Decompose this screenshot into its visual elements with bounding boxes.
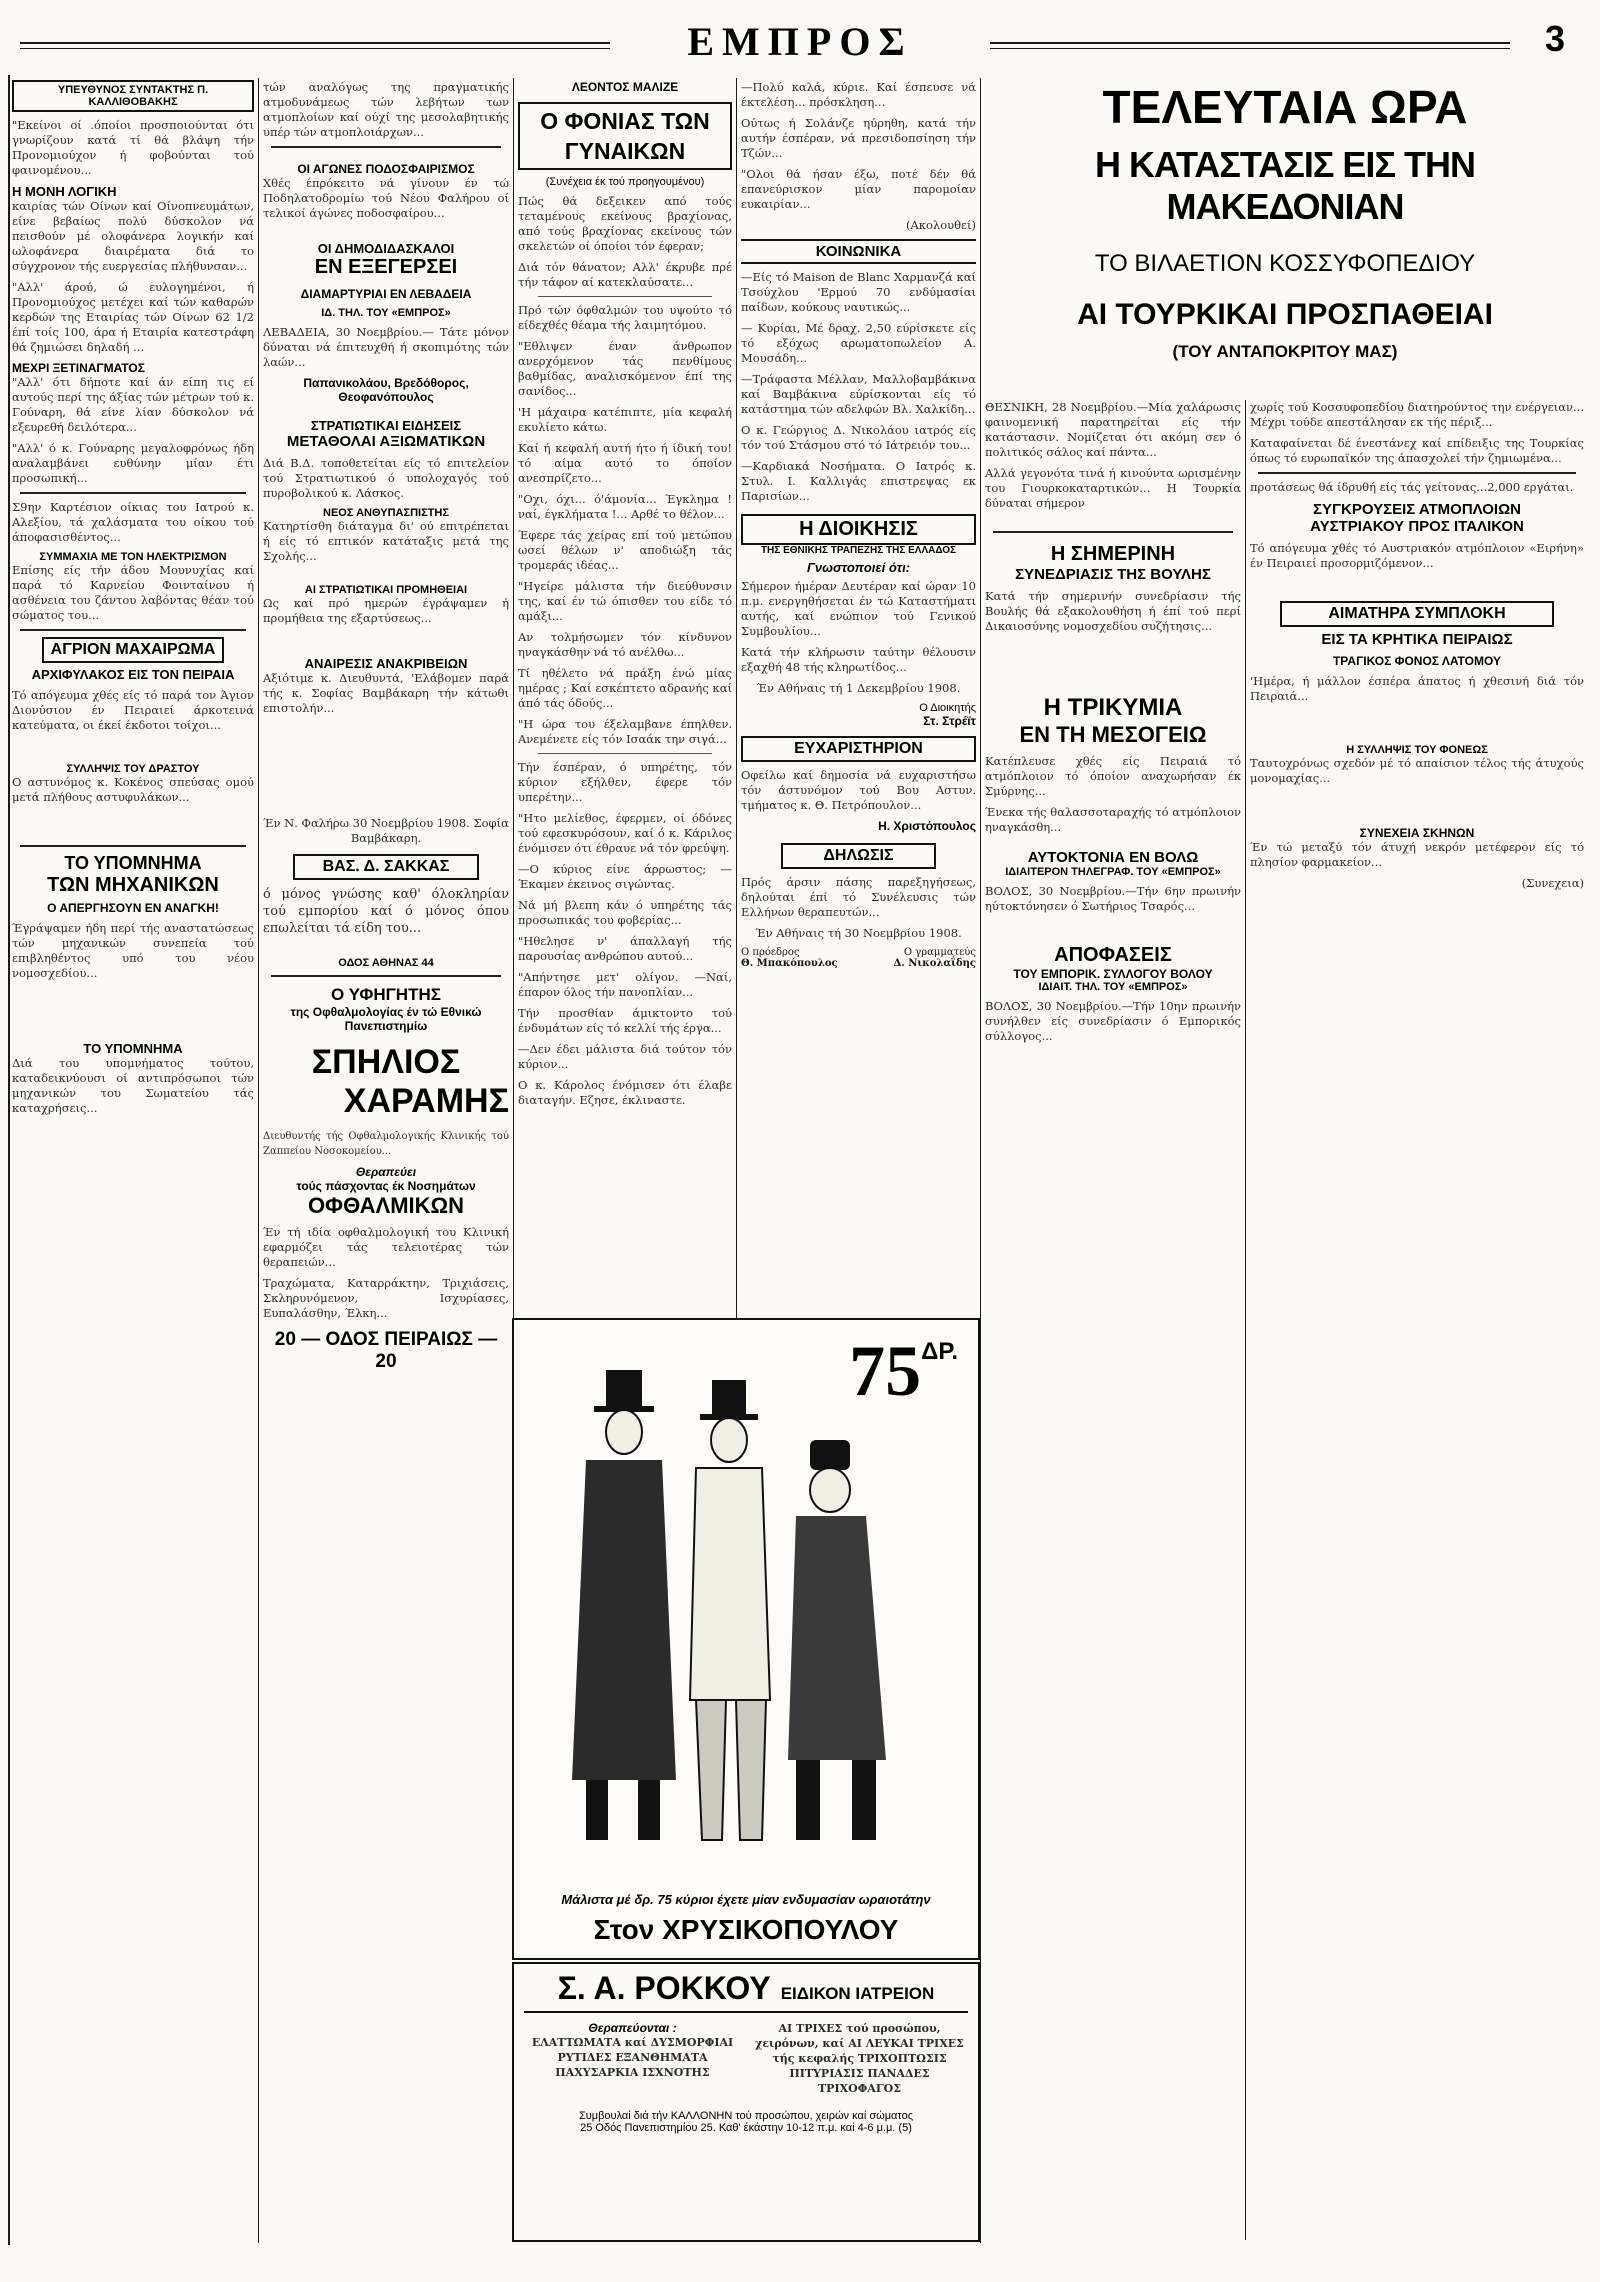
section-subheading: ΙΔΙΑΙΤΕΡΟΝ ΤΗΛΕΓΡΑΦ. ΤΟΥ «ΕΜΠΡΟΣ»	[1005, 866, 1221, 878]
article-text: Διά τόν θάνατον; Αλλ' έκρυβε πρέ τήν τάφον αί κατεκλαύσατε...	[518, 260, 732, 289]
article-text: —Τράφαστα Μέλλαν, Μαλλοβαμβάκινα καί Βαμβάκινα εύρίσκονται είς τό κατάστημα τών αδελφών Βλ. Χαλκίδη...	[741, 372, 976, 416]
subheading: ΣΥΜΜΑΧΙΑ ΜΕ ΤΟΝ ΗΛΕΚΤΡΙΣΜΟΝ	[39, 551, 227, 563]
section-heading: ΚΟΙΝΩΝΙΚΑ	[741, 239, 976, 264]
article-text: Καί ή κεφαλή αυτή ήτο ή ίδική του! τό αίμα αυτό το όποίον ανεσπρίζετο...	[518, 441, 732, 485]
byline: ΙΔ. ΤΗΛ. ΤΟΥ «ΕΜΠΡΟΣ»	[321, 307, 451, 319]
date-signature: Έν Ν. Φαλήρω 30 Νοεμβρίου 1908. Σοφία Βαμβάκαρη.	[263, 816, 509, 845]
continuation: (Ακολουθεί)	[906, 218, 976, 232]
article-text: Έν τώ μεταξύ τόν άτυχή νεκρόν μετέφερον είς τό πλησίον φαρμακείον...	[1250, 840, 1584, 869]
clinic-col-a	[524, 2021, 741, 2102]
article-text: χωρίς τού Κοσσυφοπεδίου διατηρούντος την ενέργειαν... Μέχρι τούδε απεστάλησαν εκ τής πέριξ...	[1250, 400, 1584, 429]
subheading: ΑΓΡΙΟΝ ΜΑΧΑΙΡΩΜΑ	[42, 637, 224, 663]
clinic-subtitle: ΕΙΔΙΚΟΝ ΙΑΤΡΕΙΟΝ	[780, 1984, 935, 2003]
subheading: ΣΤΡΑΤΙΩΤΙΚΑΙ ΕΙΔΗΣΕΙΣ	[310, 418, 462, 433]
section-subheading: ΤΟΥ ΕΜΠΟΡΙΚ. ΣΥΛΛΟΓΟΥ ΒΟΛΟΥ	[1013, 967, 1213, 981]
clinic-columns	[524, 2021, 968, 2102]
section-subheading: ΕΝ ΤΗ ΜΕΣΟΓΕΙΩ	[1019, 722, 1207, 747]
price-unit: ΔΡ.	[921, 1338, 958, 1365]
column-rule	[1245, 400, 1246, 2240]
banner-subheadline: ΑΙ ΤΟΥΡΚΙΚΑΙ ΠΡΟΣΠΑΘΕΙΑΙ	[1077, 298, 1493, 331]
column-rule	[736, 78, 737, 1318]
banner-subheadline: ΤΟ ΒΙΛΑΕΤΙΟΝ ΚΟΣΣΥΦΟΠΕΔΙΟΥ	[1094, 250, 1476, 277]
ad-heading: ΟΦΘΑΛΜΙΚΩΝ	[307, 1193, 465, 1218]
subheading: Ο ΑΠΕΡΓΗΣΟΥΝ ΕΝ ΑΝΑΓΚΗ!	[47, 901, 219, 915]
subheading: ΑΝΑΙΡΕΣΙΣ ΑΝΑΚΡΙΒΕΙΩΝ	[304, 656, 468, 671]
continuation: (Συνεχεια)	[1521, 876, 1584, 890]
article-text: Χθές έπρόκειτο νά γίνουν έν τώ Ποδηλατοδρομίω τού Νέου Φαλήρου οί τελικοί άγώνες ποδοσφαίρου...	[263, 176, 509, 220]
article-text: "Ητο μελίεθος, έφερμεν, οί όδόνες τού εφεσκυρόσουν, καί ό κ. Κάριλος ένόμισεν ότι έθραυε νά τόν φρεύψη.	[518, 811, 732, 855]
clinic-col-b	[751, 2021, 968, 2102]
ad-text: Τραχώματα, Καταρράκτην, Τριχιάσεις, Σκληρυνόμενον, Ισχυρίασες, Ευπαλάσθην, Έλκη...	[263, 1276, 509, 1320]
article-text: Ούτως ή Σολάνζε ηύρηθη, κατά τήν αυτήν έσπέραν, νά πρεσιδοπσίηση τήν Τζών...	[741, 116, 976, 160]
clinic-col-heading: Θεραπεύονται :	[588, 2021, 677, 2035]
clinic-title-row	[524, 1970, 968, 2013]
ad-name: ΣΠΗΛΙΟΣ	[311, 1043, 461, 1081]
subheading: ΑΡΧΙΦΥΛΑΚΟΣ ΕΙΣ ΤΟΝ ΠΕΙΡΑΙΑ	[31, 667, 235, 682]
ad-text: Έν τή ιδία οφθαλμολογική του Κλινική εφαρμόζει τάς τελειοτέρας τών θεραπειών...	[263, 1225, 509, 1269]
price-tag	[849, 1330, 958, 1413]
article-text: "Εκείνοι οί .όποίοι προσποιούνται ότι γνωρίζουν κατά τί θά βλάψη τήν Προνομιούχον ή φοβούνται τού φαινομένου...	[12, 118, 254, 177]
article-text: Ο κ. Κάρολος ένόμισεν ότι έλαβε διαταγήν. Εζησε, έκλιναστε.	[518, 1078, 732, 1107]
clinic-services: ΕΛΑΤΤΩΜΑΤΑ καί ΔΥΣΜΟΡΦΙΑΙ ΡΥΤΙΔΕΣ ΕΞΑΝΘΗΜΑΤΑ ΠΑΧΥΣΑΡΚΙΑ ΙΣΧΝΟΤΗΣ	[531, 2036, 734, 2079]
subtitle: (Συνέχεια έκ τού προηγουμένου)	[545, 176, 705, 188]
subheading: ΝΕΟΣ ΑΝΘΥΠΑΣΠΙΣΤΗΣ	[323, 507, 449, 519]
subheading: ΑΙ ΣΤΡΑΤΙΩΤΙΚΑΙ ΠΡΟΜΗΘΕΙΑΙ	[304, 584, 468, 596]
divider	[993, 531, 1233, 533]
section-subheading: ΣΥΝΕΔΡΙΑΣΙΣ ΤΗΣ ΒΟΥΛΗΣ	[1015, 566, 1211, 583]
article-text: Διά του υπομνήματος τούτου, καταδεικνύουσι οί αντιπρόσωποι τών μηχανικών του Σωματείου τάς καταχρήσεις...	[12, 1056, 254, 1115]
ad-heading: Θεραπεύει	[355, 1165, 417, 1179]
signature-title: Ο Διοικητής	[919, 702, 976, 714]
ad-text: Διευθυντής τής Οφθαλμολογικής Κλινικής τού Ζαππείου Νοσοκομείου...	[263, 1131, 509, 1157]
subheading: ΤΟ ΥΠΟΜΝΗΜΑ	[64, 853, 202, 873]
article-text: Πρός άρσιν πάσης παρεξηγήσεως, δηλούται έπί τό Συνέλευσις τών Ελλήνων θεραπευτών...	[741, 875, 976, 919]
divider	[20, 492, 246, 494]
section-subheading: ΕΙΣ ΤΑ ΚΡΗΤΙΚΑ ΠΕΙΡΑΙΩΣ	[1321, 631, 1513, 648]
article-text: Τό απόγευμα χθές τό Αυστριακόν ατμόπλοιον «Ειρήνη» έν Πειραιεί προσορμιζόμενον...	[1250, 541, 1584, 570]
price: 75	[849, 1331, 922, 1411]
byline: ΛΕΟΝΤΟΣ ΜΑΛΙΖΕ	[571, 80, 679, 94]
ad-heading: τούς πάσχοντας έκ Νοσημάτων	[296, 1179, 476, 1193]
article-text: ΒΟΛΟΣ, 30 Νοεμβρίου.—Τήν 10ην πρωινήν συνήλθεν είς συνεδρίασιν ό Εμπορικός σύλλογος...	[985, 999, 1241, 1043]
ad-tagline: Μάλιστα μέ δρ. 75 κύριοι έχετε μίαν ενδυμασίαν ωραιοτάτην	[561, 1892, 931, 1907]
subheading: ΔΙΑΜΑΡΤΥΡΙΑΙ ΕΝ ΛΕΒΑΔΕΙΑ	[300, 287, 472, 301]
clinic-name: Σ. Α. ΡΟΚΚΟΥ	[557, 1970, 771, 2006]
column-rule	[8, 75, 10, 2245]
article-text: "Αλλ' ό κ. Γούναρης μεγαλοφρόνως ήδη αναλαμβάνει ευθύνην μίαν έτι προσωπική...	[12, 441, 254, 485]
clinic-advertisement	[512, 1962, 980, 2242]
banner-byline: (ΤΟΥ ΑΝΤΑΠΟΚΡΙΤΟΥ ΜΑΣ)	[1172, 342, 1398, 361]
signature-name: Θ. Μπακόπουλος	[741, 958, 838, 969]
column-3	[518, 80, 732, 1315]
subheading: ΤΩΝ ΜΗΧΑΝΙΚΩΝ	[47, 874, 219, 896]
article-text: —Ο κύριος είνε άρρωστος; —Έκαμεν έκεινος σιγώντας.	[518, 862, 732, 891]
article-text: ΘΕΣΝΙΚΗ, 28 Νοεμβρίου.—Μία χαλάρωσις φαινομενική παρατηρείται είς τήν κατάστασιν. Νομίζεται ότι ακόμη σεν ό πολιτικός σάλος καί πάντα...	[985, 400, 1241, 459]
section-heading: Η ΤΡΙΚΥΜΙΑ	[1043, 694, 1183, 721]
article-text: καιρίας τών Οίνων καί Οίνοπνευμάτων, είνε βεβαίως πολύ δύσκολον νά πεισθούν μέ ολοφάνερα λογικήν καί ωλοφάνερα διαιρέματα διά το σύγχρονον τής ευεργεσίας πλήθυνσαν...	[12, 199, 254, 273]
article-text: Ταυτοχρόνως σχεδόν μέ τό απαίσιον τέλος τής άτυχούς μονομαχίας...	[1250, 756, 1584, 785]
divider	[1258, 472, 1576, 474]
article-text: τών αναλόγως της πραγματικής ατμοδυνάμεως τών λεβήτων των ατμοπλοίων καί ούχί της μεσολαβητικής υπέρ τών ατμοπλοιάρχων...	[263, 80, 509, 139]
divider	[20, 629, 246, 631]
article-text: "Ολοι θά ήσαν έξω, ποτέ δέν θά επανεύρισκον μίαν παρομοίαν ευκαιρίαν...	[741, 167, 976, 211]
article-text: ΒΟΛΟΣ, 30 Νοεμβρίου.—Τήν 6ην πρωινήν ηύτοκτόνησεν ό Σωτήριος Τσαρός...	[985, 884, 1241, 913]
section-subheading: ΤΗΣ ΕΘΝΙΚΗΣ ΤΡΑΠΕΖΗΣ ΤΗΣ ΕΛΛΑΔΟΣ	[760, 545, 957, 556]
section-heading: ΕΥΧΑΡΙΣΤΗΡΙΟΝ	[741, 736, 976, 762]
section-heading: ΔΗΛΩΣΙΣ	[781, 843, 936, 869]
subheading: ΟΙ ΑΓΩΝΕΣ ΠΟΔΟΣΦΑΙΡΙΣΜΟΣ	[297, 162, 475, 176]
signature-row	[741, 947, 976, 958]
article-text: Τήν προσθίαν άμικτοντο τού ένδυμάτων είς τό κελλί τής έργα...	[518, 1006, 732, 1035]
article-text: Καταφαίνεται δέ ένεστάνεχ καί επίδειξις της Τουρκίας όπως τό ευρωπαϊκόν της άπασχολεί τήν ζημιωμένα...	[1250, 436, 1584, 465]
ad-title: ΒΑΣ. Δ. ΣΑΚΚΑΣ	[293, 854, 479, 880]
article-text: "Η ώρα του έξελαμβανε έπηλθεν. Ανεμένετε είς τόν Ισαάκ την σιγά...	[518, 717, 732, 746]
article-text: Τό απόγευμα χθές είς τό παρά τον Άγιον Διονύσιον έν Πειραιεί άρκοτεινά κατεύματα, οι έκεί έκδοτοι τοίχοι...	[12, 688, 254, 732]
article-text: Κατά τήν σημερινήν συνεδρίασιν τής Βουλής θά εξακολουθήση ή έπί τού περί Δικαιοσύνης νομοσχεδίου συζήτησις...	[985, 589, 1241, 633]
article-text: Σ9ην Καρτέσιον οίκιας του Ιατρού κ. Αλεξίου, τά χαλάσματα του οίκου τού άποφασισθέντος...	[12, 500, 254, 544]
masthead-title: ΕΜΠΡΟΣ	[687, 19, 913, 64]
article-text: Κατά τήν κλήρωσιν ταύτην θέλουσιν εξαχθή 48 τής κληρωτίδος...	[741, 645, 976, 674]
signature-title: Ο πρόεδρος	[741, 947, 800, 958]
date-line: Έν Αθήναις τή 1 Δεκεμβρίου 1908.	[756, 681, 961, 695]
column-2	[263, 80, 509, 2240]
article-text: Οφείλω καί δημοσία νά ευχαριστήσω τόν άστυνόμον τού Βου Αστυν. τμήματος κ. Θ. Πετρόπουλον...	[741, 768, 976, 812]
gentlemen-illustration	[526, 1340, 966, 1880]
article-text: —Δεν έδει μάλιστα διά τούτον τόν κύριον...	[518, 1042, 732, 1071]
latest-news-banner	[985, 80, 1585, 400]
subheading: Η ΜΟΝΗ ΛΟΓΙΚΗ	[12, 184, 117, 199]
article-text: Αν τολμήσωμεν τόν κίνδυνον ηναγκάσθην νά τό ανέλθω...	[518, 630, 732, 659]
clinic-services: ΑΙ ΤΡΙΧΕΣ τού προσώπου, χειρόνων, καί ΑΙ ΛΕΥΚΑΙ ΤΡΙΧΕΣ τής κεφαλής ΤΡΙΧΟΠΤΩΣΙΣ ΠΙΤΥΡΙΑΣΙΣ ΠΑΝΑΔΕΣ ΤΡΙΧΟΦΑΓΟΣ	[755, 2022, 964, 2095]
date-line: Έν Αθήναις τή 30 Νοεμβρίου 1908.	[755, 926, 962, 940]
article-text: "Αλλ' άρού, ώ ευλογημένοι, ή Προνομιούχος μετέχει καί τών καθαρών κερδών της Εταιρίας τών Οίνων 62 1/2 έπί τοίς 100, άρα ή Εταιρία κατεστράφη θά ζημιώσει δηλαδή ...	[12, 280, 254, 354]
article-text: —Καρδιακά Νοσήματα. Ο Ιατρός κ. Στυλ. Ι. Καλλιγάς επιστρεψας εκ Παρισίων...	[741, 459, 976, 503]
column-5-left	[985, 400, 1241, 2240]
article-text: Διά Β.Δ. τοποθετείται είς τό επιτελείον τού Στρατιωτικού ό υπολοχαγός τού πυροβολικού κ. Λάσκος.	[263, 456, 509, 500]
article-text: Πώς θά δεξεικεν από τούς τεταμένους εκείνους βραχίονας, από τούς βραχίονας εκείνους τών σκελετών οί όποίοι τόν έφεραν;	[518, 194, 732, 253]
ad-text: ό μόνος γνώσης καθ' όλοκληρίαν τού εμπορίου καί ό μόνος όπου επωλείται τά είδη του...	[263, 887, 509, 936]
article-text: "Οχι, όχι... ό'άμονία... Έγκλημα ! ναί, έγκλήματα !... Αρθέ το θέλον...	[518, 492, 732, 521]
shop-name: Στον ΧΡΥΣΙΚΟΠΟΥΛΟΥ	[593, 1914, 899, 1945]
signature: Παπανικολάου, Βρεδόθορος, Θεοφανόπουλος	[303, 376, 469, 404]
article-text: 'Ημέρα, ή μάλλον έσπέρα άπατος ή χθεσινή διά τόν Πειραιά...	[1250, 674, 1584, 703]
subheading: ΣΥΛΛΗΨΙΣ ΤΟΥ ΔΡΑΣΤΟΥ	[66, 763, 200, 775]
subheading: ΜΕΧΡΙ ΞΕΤΙΝΑΓΜΑΤΟΣ	[12, 361, 145, 375]
article-text: Ο αστυνόμος κ. Κοκένος σπεύσας ομού μετά πλήθους αστυφυλάκων...	[12, 775, 254, 804]
signature-row	[741, 958, 976, 969]
clothing-advertisement	[512, 1318, 980, 1960]
article-text: Ένεκα τής θαλασσοταραχής τό ατμόπλοιον ηναγκάσθη...	[985, 805, 1241, 834]
signature-name: Η. Χριστόπουλος	[878, 819, 976, 833]
article-text: Πρό τών όφθαλμών του υψούτο τό είδεχθές θέαμα τής λαιμητόμου.	[518, 303, 732, 332]
article-text: Σήμερον ήμέραν Δευτέραν καί ώραν 10 π.μ. ενεργηθήσεται έν τώ Καταστήματι αυτής, καί ενώπιον τού Γενικού Συμβουλίου...	[741, 579, 976, 638]
article-text: Ο κ. Γεώργιος Δ. Νικολάου ιατρός είς τόν τού Στάσμου στό τό Ιάτρειόν του...	[741, 423, 976, 452]
section-heading: ΑΠΟΦΑΣΕΙΣ	[1054, 944, 1172, 966]
section-subheading: ΙΔΙΑΙΤ. ΤΗΛ. ΤΟΥ «ΕΜΠΡΟΣ»	[1038, 981, 1188, 993]
divider	[20, 845, 246, 847]
signature-name: Δ. Νικολαΐδης	[893, 958, 976, 969]
divider	[271, 975, 501, 977]
column-4	[741, 80, 976, 1315]
divider	[271, 146, 501, 148]
article-text: Τήν έσπέραν, ό υπηρέτης, τόν κύριον εξήλθεν, έφερε τόν υπερέτην...	[518, 760, 732, 804]
signature-name: Στ. Στρέϊτ	[923, 714, 976, 728]
ad-address: ΟΔΟΣ ΑΘΗΝΑΣ 44	[338, 957, 434, 969]
banner-headline: Η ΚΑΤΑΣΤΑΣΙΣ ΕΙΣ ΤΗΝ ΜΑΚΕΔΟΝΙΑΝ	[1094, 144, 1476, 227]
section-heading: Η ΣΗΜΕΡΙΝΗ	[1050, 543, 1176, 565]
banner-title: ΤΕΛΕΥΤΑΙΑ ΩΡΑ	[1102, 81, 1468, 133]
section-subheading: ΑΥΣΤΡΙΑΚΟΥ ΠΡΟΣ ΙΤΑΛΙΚΟΝ	[1310, 518, 1524, 535]
section-subheading: ΤΡΑΓΙΚΟΣ ΦΟΝΟΣ ΛΑΤΟΜΟΥ	[1332, 654, 1502, 668]
article-text: "Ηθελησε ν' άπαλλαγή τής παρουσίας ανθρώπου αυτού...	[518, 934, 732, 963]
subheading: ΜΕΤΑΘΟΛΑΙ ΑΞΙΩΜΑΤΙΚΩΝ	[286, 433, 486, 450]
ad-heading: της Οφθαλμολογίας έν τώ Εθνικώ Πανεπιστημίω	[290, 1005, 482, 1033]
subheading: ΟΙ ΔΗΜΟΔΙΔΑΣΚΑΛΟΙ	[317, 241, 455, 256]
article-text: Αξιότιμε κ. Διευθυντά, 'Ελάβομεν παρά τής κ. Σοφίας Βαμβάκαρη τήν κάτωθι επιστολήν...	[263, 671, 509, 715]
article-text: Νά μή βλεπη κάν ό υπηρέτης τάς προσωπικάς του φοβερίας...	[518, 898, 732, 927]
column-rule	[258, 78, 259, 2243]
section-heading: ΑΙΜΑΤΗΡΑ ΣΥΜΠΛΟΚΗ	[1280, 601, 1554, 627]
section-heading: ΑΥΤΟΚΤΟΝΙΑ ΕΝ ΒΟΛΩ	[1027, 849, 1199, 866]
article-text: Έφερε τάς χείρας επί τού μετώπου ωσεί θέλων ν' αποδιώξη τάς τρομεράς ιδέας...	[518, 528, 732, 572]
article-title: Ο ΦΟΝΙΑΣ ΤΩΝ ΓΥΝΑΙΚΩΝ	[518, 102, 732, 170]
article-text: Αλλά γεγονότα τινά ή κινούντα ωρισμένην του Γιουρκοκαταρτικών... Η Τουρκία δύναται σήμερον	[985, 466, 1241, 510]
section-subheading: Γνωστοποιεί ότι:	[806, 560, 911, 575]
ad-name: ΧΑΡΑΜΗΣ	[343, 1082, 509, 1120]
divider	[538, 296, 712, 297]
subheading: ΕΝ ΕΞΕΓΕΡΣΕΙ	[314, 256, 458, 278]
article-text: Επίσης είς τήν άδου Μουνυχίας καί παρά τό Καρνείου Φοινταίνου ή ασθένεια του ζάντου λαβόντας θέαν τού σώματος του...	[12, 563, 254, 622]
article-text: —Είς τό Maison de Blanc Χαρμανζά καί Τσούχλου 'Ερμού 70 ενδύμασίαι παίδων, κούκους ναυτικώς...	[741, 270, 976, 314]
article-text: "Απήντησε μετ' ολίγον. —Ναί, έπαρον όλος τήν πανοπλίαν...	[518, 970, 732, 999]
article-text: Ως καί πρό ημερών έγράψαμεν ή προμήθεια της εξαρτύσεως...	[263, 596, 509, 625]
ad-heading: Ο ΥΦΗΓΗΤΗΣ	[331, 985, 441, 1004]
signature-title: Ο γραμματεύς	[903, 947, 976, 958]
column-rule	[513, 78, 514, 1318]
section-heading: Η ΔΙΟΙΚΗΣΙΣ	[741, 514, 976, 545]
article-text: 'Η μάχαιρα κατέπιπτε, μία κεφαλή εκυλίετο κάτω.	[518, 405, 732, 434]
column-1	[12, 80, 254, 2240]
article-text: Κατηρτίσθη διάταγμα δι' ού επιτρέπεται ή είς τό επτικόν κατάταξις μετά της Σχολής...	[263, 519, 509, 563]
subheading: ΤΟ ΥΠΟΜΝΗΜΑ	[83, 1041, 183, 1056]
section-heading: ΣΥΓΚΡΟΥΣΕΙΣ ΑΤΜΟΠΛΟΙΩΝ	[1313, 501, 1521, 518]
column-5-right	[1250, 400, 1584, 2240]
masthead	[0, 18, 1600, 78]
article-text: —Πολύ καλά, κύριε. Καί έσπευσε νά έκτελέση... πρόσκληση...	[741, 80, 976, 109]
article-text: "Αλλ' ότι δήποτε καί άν είπη τις εί αυτούς περί της άξίας τών μέτρων τού κ. Γούναρη, θά είνε λίαν δύσκολον νά εξευρεθή δειλότερα...	[12, 375, 254, 434]
column-1-heading: ΥΠΕΥΘΥΝΟΣ ΣΥΝΤΑΚΤΗΣ Π. ΚΑΛΛΙΘΟΒΑΚΗΣ	[12, 80, 254, 112]
clinic-footer: Συμβουλαί διά τήν ΚΑΛΛΟΝΗΝ τού προσώπου, χειρών καί σώματος	[578, 2110, 914, 2122]
article-text: προτάσεως θά ίδρυθή είς τάς γείτονας...2,000 εργάται.	[1250, 480, 1574, 494]
section-subheading: ΣΥΝΕΧΕΙΑ ΣΚΗΝΩΝ	[1359, 826, 1475, 840]
article-text: ΛΕΒΑΔΕΙΑ, 30 Νοεμβρίου.— Τάτε μόνον δύναται νά έπιτευχθή ή σκοπιμότης τών λαών...	[263, 325, 509, 369]
article-text: Τί ηθέλετο νά πράξη ένώ μίας ημέρας ; Καί εσκέπτετο αδρανής καί άπό τάς όδούς...	[518, 666, 732, 710]
article-text: "Ηγείρε μάλιστα τήν διεύθυνσιν της, καί έν τώ όπισθεν του είδε τό αμάξι...	[518, 579, 732, 623]
section-subheading: Η ΣΥΛΛΗΨΙΣ ΤΟΥ ΦΟΝΕΩΣ	[1346, 744, 1488, 756]
article-text: — Κυρίαι, Μέ δραχ. 2,50 εύρίσκετε είς τό εξόχως αρωματοπωλείον Α. Μουσάδη...	[741, 321, 976, 365]
article-text: "Εθλιψεν έναν άνθρωπον ανερχόμενον τάς πενθίμους βαθμίδας, αναλισκόμενον έπί της σανίδος...	[518, 339, 732, 398]
column-rule	[980, 78, 981, 2243]
divider	[538, 753, 712, 754]
clinic-footer: 25 Οδός Πανεπιστημίου 25. Καθ' έκάστην 10-12 π.μ. καί 4-6 μ.μ. (5)	[580, 2122, 912, 2134]
page-number: 3	[1544, 18, 1566, 59]
ad-address: 20 — ΟΔΟΣ ΠΕΙΡΑΙΩΣ — 20	[274, 1329, 498, 1372]
article-text: Έγράψαμεν ήδη περί τής αναστατώσεως τών μηχανικών συνεπεία τού επιβληθέντος υπό του νέου νομοσχεδίου...	[12, 921, 254, 980]
article-text: Κατέπλευσε χθές είς Πειραιά τό ατμόπλοιον τό όποίον αναχωρήσαν έκ Σμύρνης...	[985, 754, 1241, 798]
